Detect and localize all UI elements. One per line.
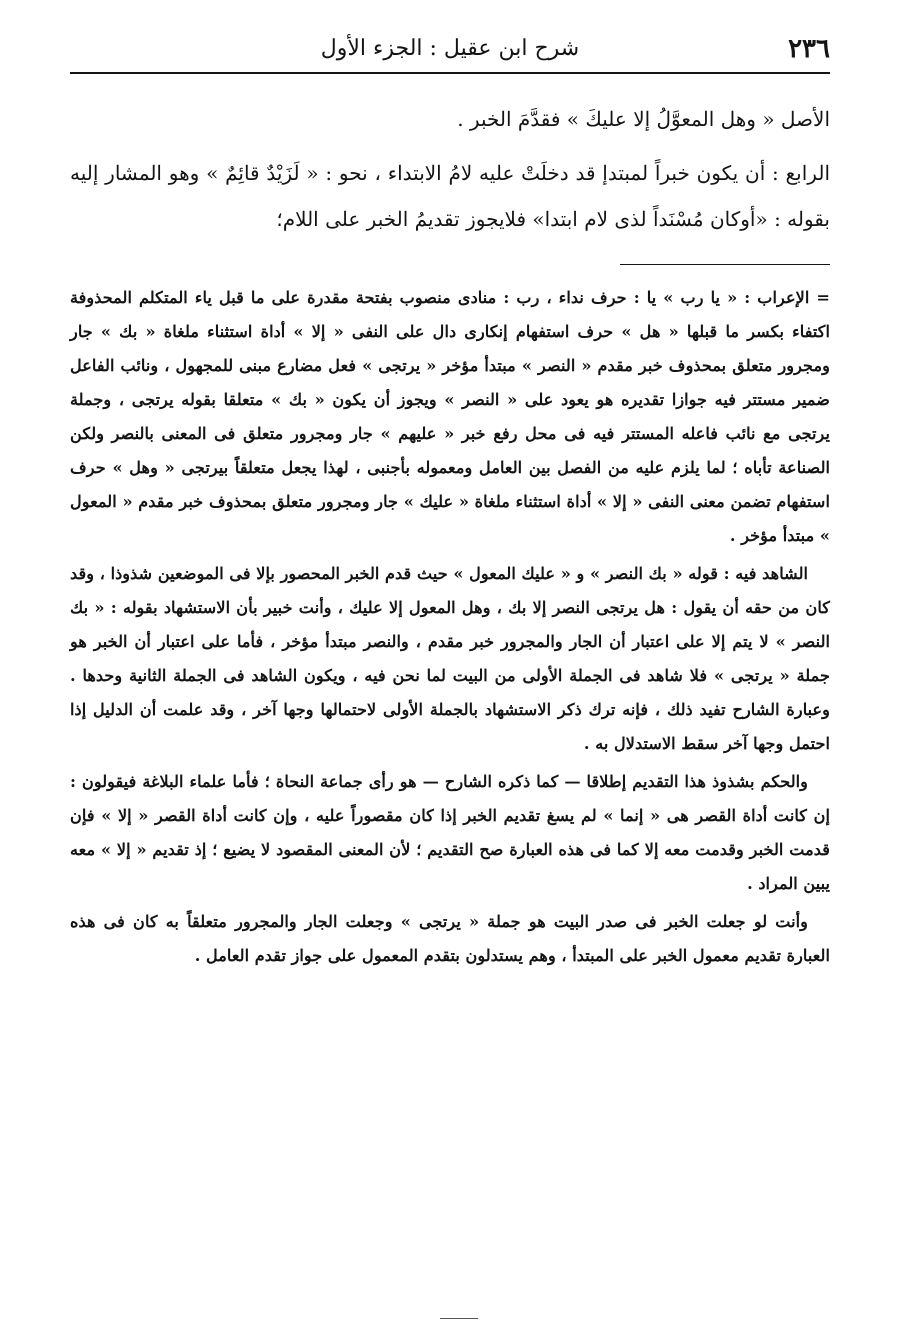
page-number: ٢٣٦	[788, 34, 830, 64]
main-paragraph: الأصل « وهل المعوَّلُ إلا عليكَ » فقدَّمَ الخبر .	[457, 107, 830, 131]
footnote-divider	[620, 264, 830, 265]
page-footer-mark	[440, 1318, 478, 1319]
running-title: شرح ابن عقيل : الجزء الأول	[320, 36, 580, 61]
footnote-paragraph-irab: = الإعراب : « يا رب » يا : حرف نداء ، رب : منادى منصوب بفتحة مقدرة على ما قبل ياء المتكلم المحذوفة اكتفاء بكسر ما قبلها « هل » حرف استفهام إنكارى دال على النفى « إلا » أداة استثناء ملغاة « بك » جار ومجرور متعلق بمحذوف خبر مقدم « النصر » مبتدأ مؤخر « يرتجى » فعل مضارع مبنى للمجهول ، ونائب الفاعل ضمير مستتر فيه جوازا تقديره هو يعود على « النصر » ويجوز أن يكون « بك » متعلقا بقوله يرتجى ، وجملة يرتجى مع نائب فاعله المستتر فيه فى محل رفع خبر « عليهم » جار ومجرور متعلق فى المعنى بالنصر ولكن الصناعة تأباه ؛ لما يلزم عليه من الفصل بين العامل ومعموله بأجنبى ، لهذا يجعل متعلقاً بيرتجى « وهل » حرف استفهام تضمن معنى النفى « إلا » أداة استثناء ملغاة « عليك » جار ومجرور متعلق بمحذوف خبر مقدم « المعول » مبتدأ مؤخر .	[70, 288, 830, 545]
footnote-paragraph-note: وأنت لو جعلت الخبر فى صدر البيت هو جملة « يرتجى » وجعلت الجار والمجرور متعلقاً به كان فى هذه العبارة تقديم معمول الخبر على المبتدأ ، وهم يستدلون بتقدم المعمول على جواز تقدم العامل .	[70, 912, 830, 965]
page-header	[70, 28, 830, 74]
footnotes	[70, 281, 830, 973]
footnote-paragraph-hukm: والحكم بشذوذ هذا التقديم إطلاقا — كما ذكره الشارح — هو رأى جماعة النحاة ؛ فأما علماء البلاغة فيقولون : إن كانت أداة القصر هى « إنما » لم يسغ تقديم الخبر إذا كان مقصوراً عليه ، وإن كانت أداة القصر « إلا » فإن قدمت الخبر وقدمت معه إلا كما فى هذه العبارة صح التقديم ؛ لأن المعنى المقصود لا يضيع ؛ إذ تقديم « إلا » معه يبين المراد .	[70, 772, 830, 893]
footnote-paragraph-shahid: الشاهد فيه : قوله « بك النصر » و « عليك المعول » حيث قدم الخبر المحصور بإلا فى الموضعين شذوذا ، وقد كان من حقه أن يقول : هل يرتجى النصر إلا بك ، وهل المعول إلا عليك ، وأنت خبير بأن الاستشهاد بقوله : « بك النصر » لا يتم إلا على اعتبار أن الجار والمجرور خبر مقدم ، والنصر مبتدأ مؤخر ، فأما على اعتبار أن الخبر هو جملة « يرتجى » فلا شاهد فى الجملة الأولى من البيت لما نحن فيه ، ويكون الشاهد فى الجملة الثانية وحدها . وعبارة الشارح تفيد ذلك ، فإنه ترك ذكر الاستشهاد بالجملة الأولى لاحتمالها وجها آخر ، وقد علمت أن الدليل إذا احتمل وجها آخر سقط الاستدلال به .	[70, 564, 830, 753]
book-page	[70, 28, 830, 977]
main-text	[70, 96, 830, 242]
main-paragraph: الرابع : أن يكون خبراً لمبتدإ قد دخلَتْ عليه لامُ الابتداء ، نحو : « لَزَيْدٌ قائِمٌ » وهو المشار إليه بقوله : «أوكان مُسْنَداً لذى لام ابتدا» فلايجوز تقديمُ الخبر على اللام؛	[70, 161, 830, 231]
